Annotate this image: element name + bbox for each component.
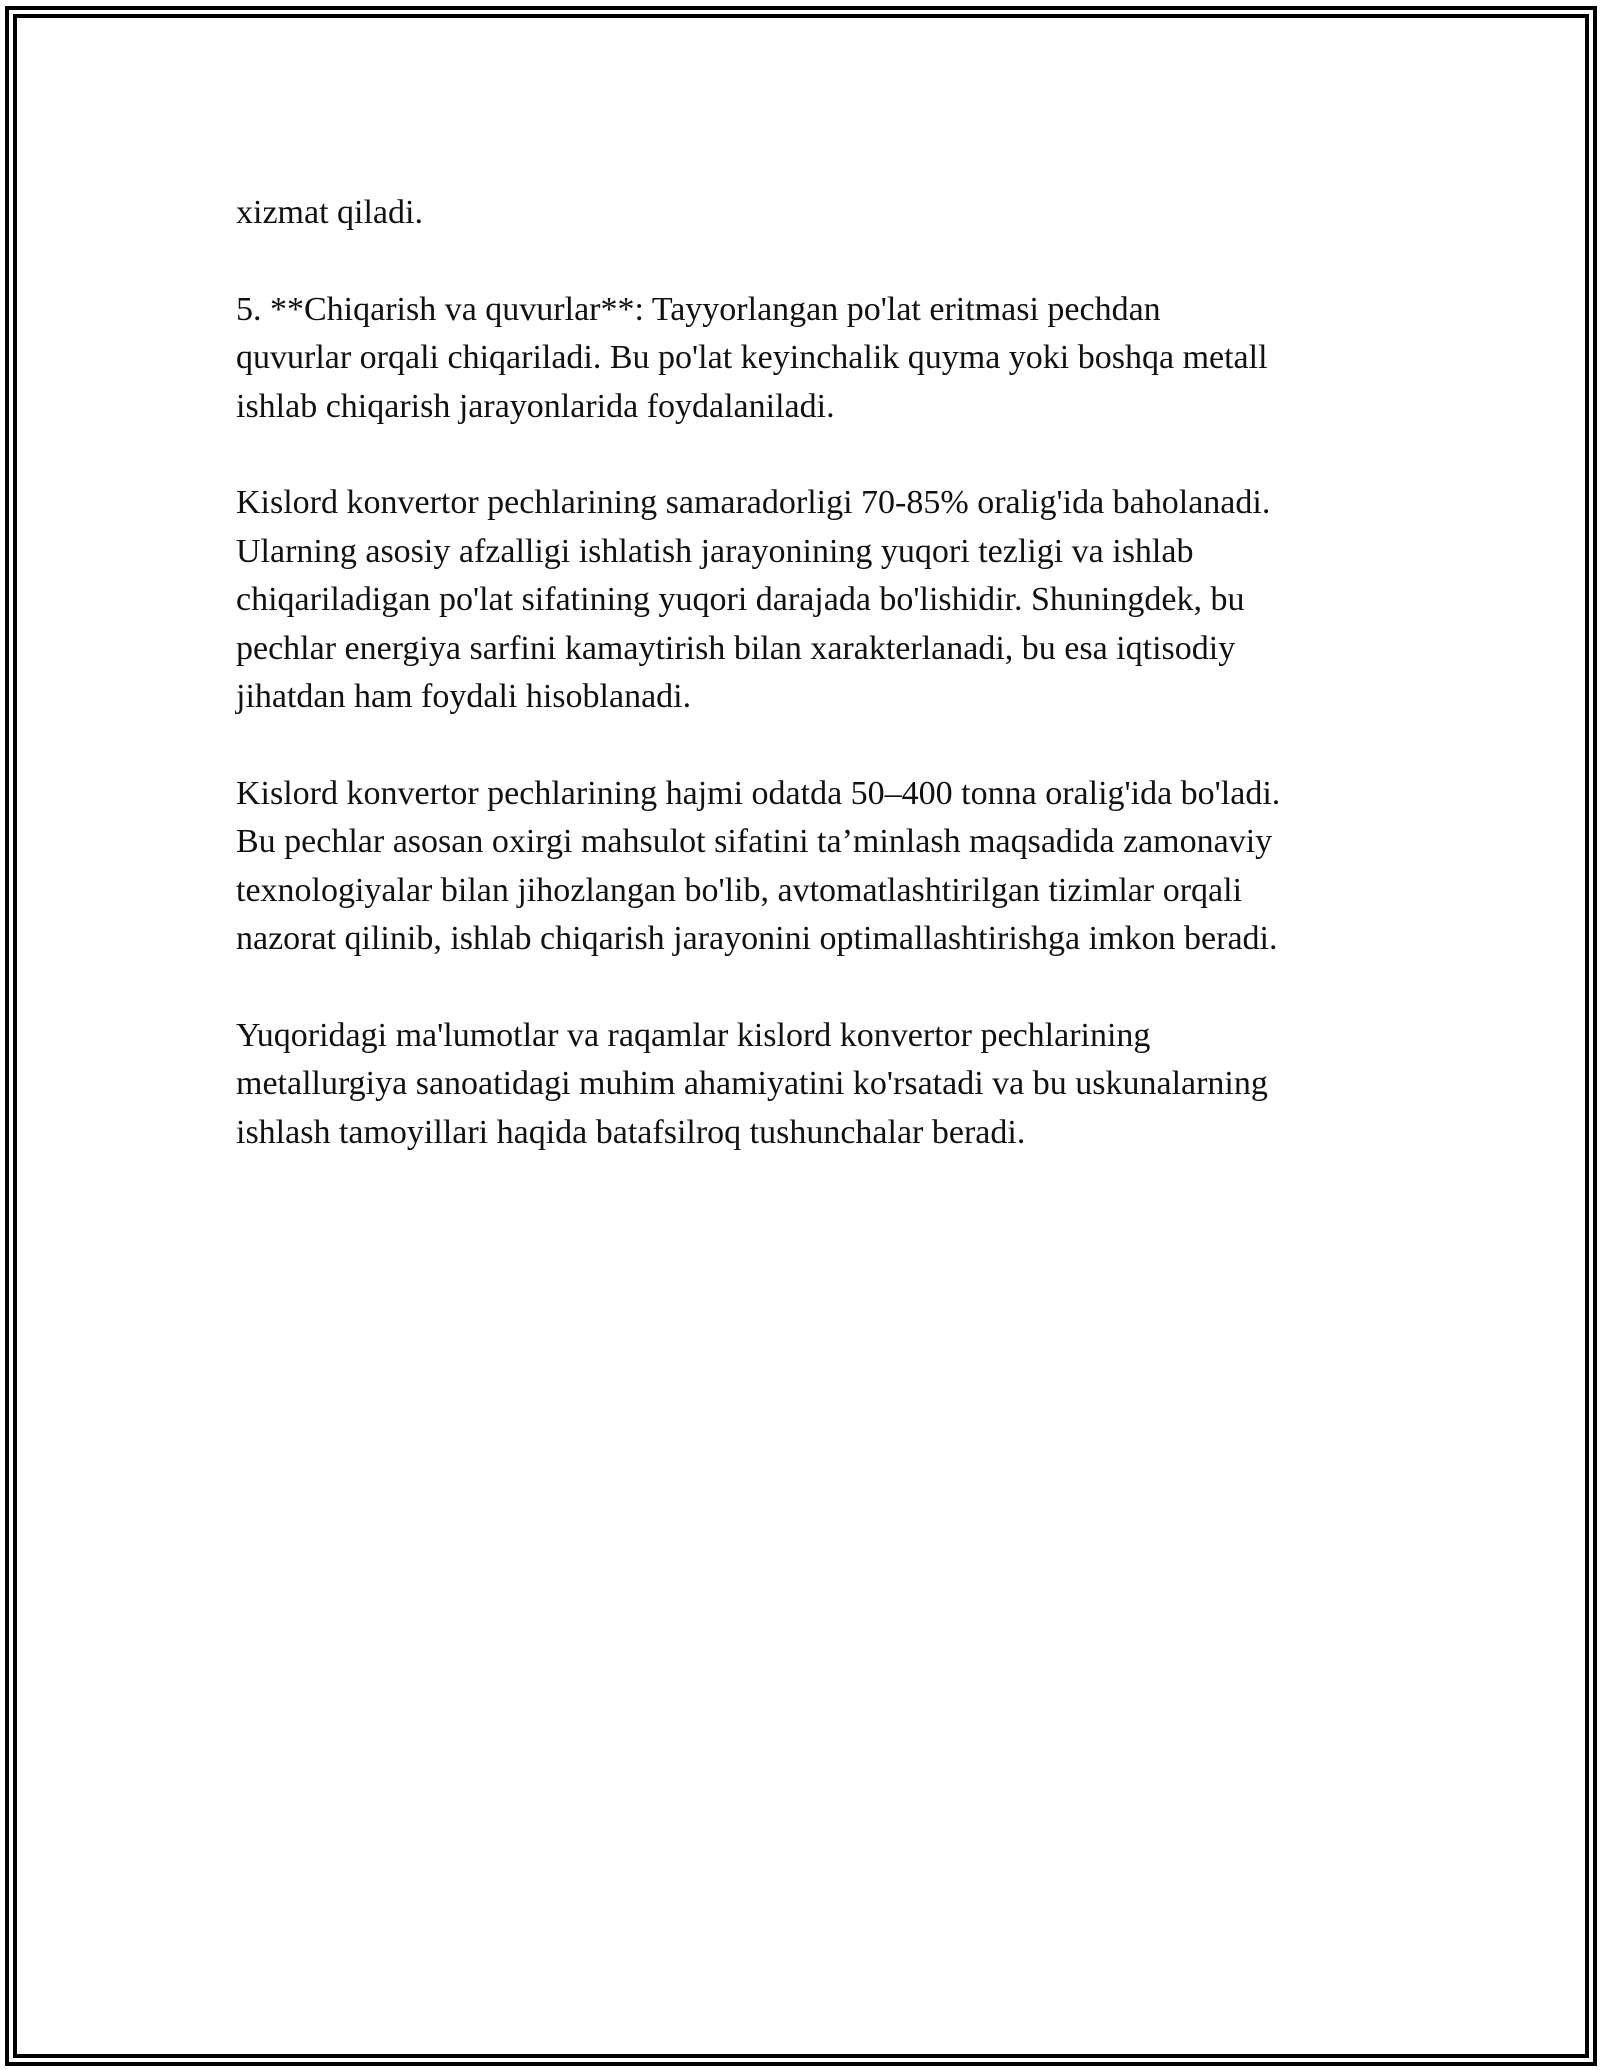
text-line: Ularning asosiy afzalligi ishlatish jarayonining yuqori tezligi va ishlab <box>236 532 1194 570</box>
text-line: 5. **Chiqarish va quvurlar**: Tayyorlangan po'lat eritmasi pechdan <box>236 290 1161 328</box>
text-line: metallurgiya sanoatidagi muhim ahamiyatini ko'rsatadi va bu uskunalarning <box>236 1065 1268 1103</box>
text-line: Kislord konvertor pechlarining hajmi odatda 50–400 tonna oralig'ida bo'ladi. <box>236 774 1281 812</box>
text-line: Bu pechlar asosan oxirgi mahsulot sifatini ta’minlash maqsadida zamonaviy <box>236 823 1273 861</box>
text-line: jihatdan ham foydali hisoblanadi. <box>236 678 692 716</box>
paragraph-capacity <box>236 770 1416 964</box>
paragraph-step-5 <box>236 286 1416 431</box>
text-line: quvurlar orqali chiqariladi. Bu po'lat keyinchalik quyma yoki boshqa metall <box>236 339 1268 377</box>
text-line: xizmat qiladi. <box>236 194 423 231</box>
text-line: Kislord konvertor pechlarining samaradorligi 70-85% oralig'ida baholanadi. <box>236 484 1271 522</box>
text-line: Yuqoridagi ma'lumotlar va raqamlar kislord konvertor pechlarining <box>236 1016 1151 1054</box>
text-line: nazorat qilinib, ishlab chiqarish jarayonini optimallashtirishga imkon beradi. <box>236 920 1278 958</box>
text-line: pechlar energiya sarfini kamaytirish bilan xarakterlanadi, bu esa iqtisodiy <box>236 629 1236 667</box>
text-line: ishlab chiqarish jarayonlarida foydalaniladi. <box>236 387 835 425</box>
text-line: chiqariladigan po'lat sifatining yuqori darajada bo'lishidir. Shuningdek, bu <box>236 581 1245 619</box>
document-body <box>236 189 1416 1205</box>
paragraph-conclusion <box>236 1012 1416 1157</box>
text-line: ishlash tamoyillari haqida batafsilroq tushunchalar beradi. <box>236 1113 1026 1151</box>
text-line: texnologiyalar bilan jihozlangan bo'lib, avtomatlashtirilgan tizimlar orqali <box>236 871 1243 909</box>
paragraph-efficiency <box>236 479 1416 721</box>
paragraph-continuation <box>236 189 1416 237</box>
